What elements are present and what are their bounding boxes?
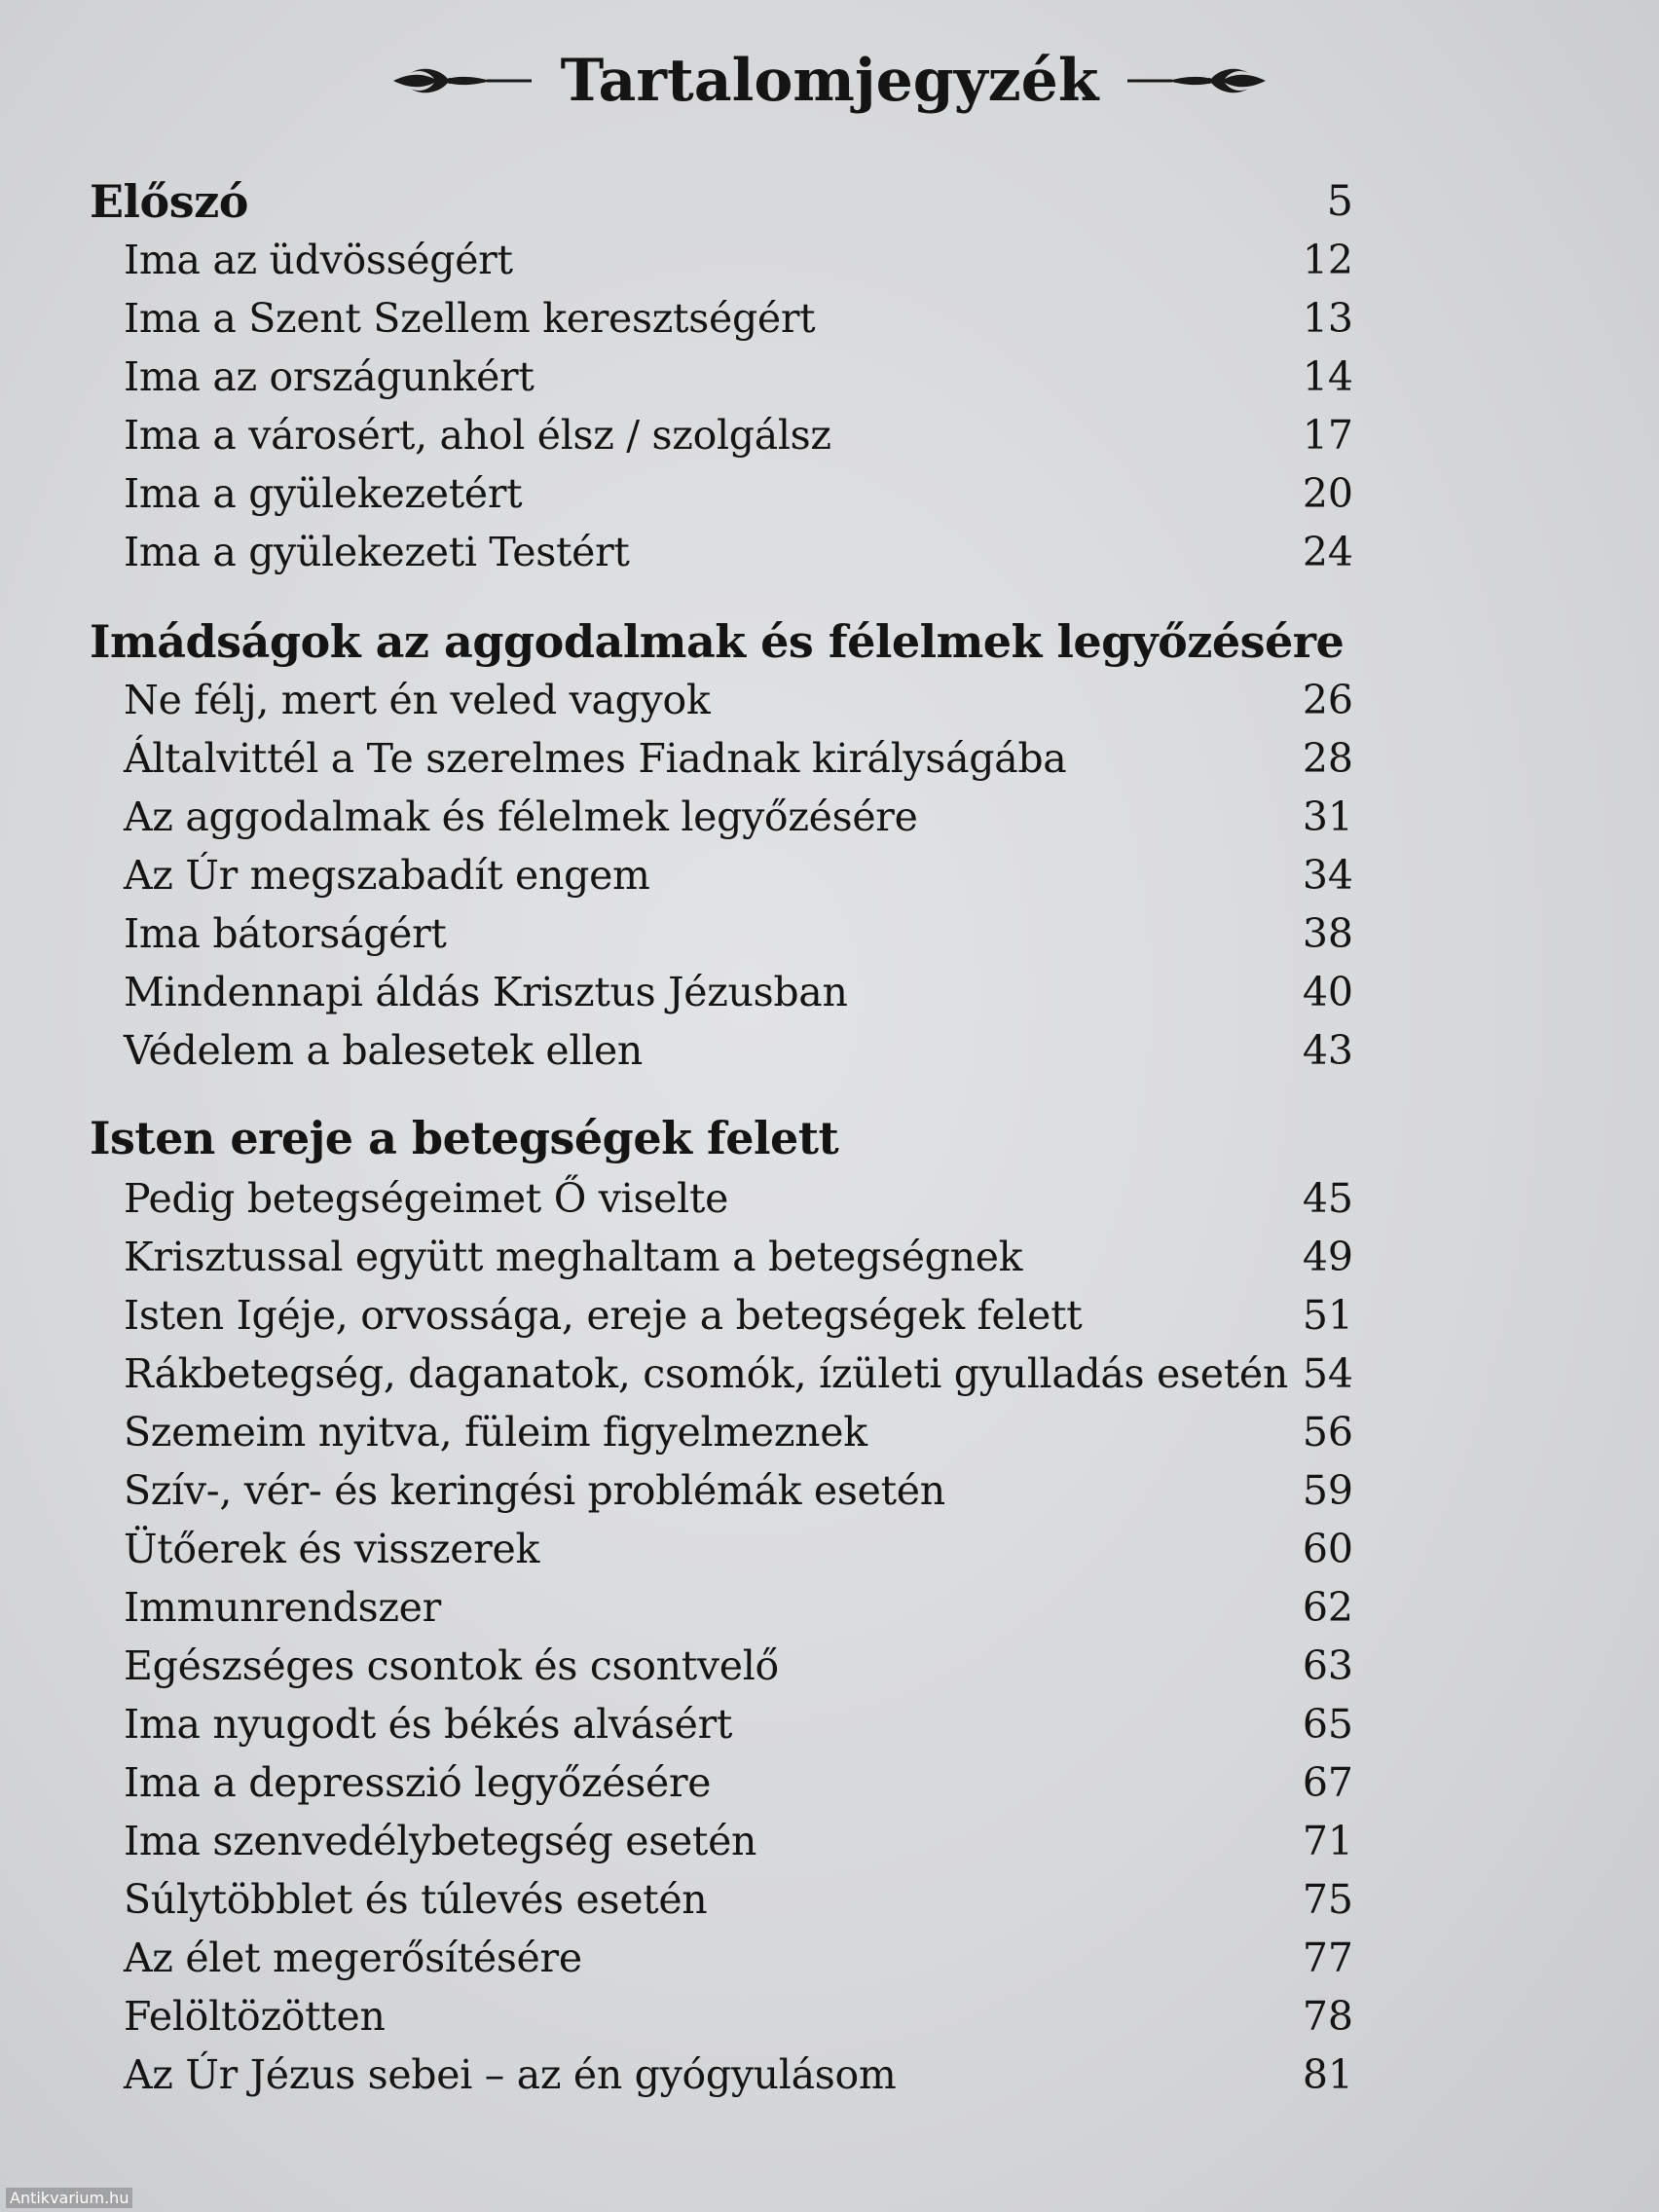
toc-page-number: 81 [1302,2051,1353,2098]
toc-page-number: 38 [1302,910,1353,957]
toc-entry: Felöltözötten [124,1993,386,2040]
toc-entry: Az Úr Jézus sebei – az én gyógyulásom [124,2051,897,2098]
toc-page-number: 14 [1302,353,1353,400]
toc-entry: Ima az országunkért [124,353,535,400]
toc-page-number: 56 [1302,1409,1353,1456]
toc-entry: Mindennapi áldás Krisztus Jézusban [124,969,848,1015]
section-heading: Imádságok az aggodalmak és félelmek legyőzésére [90,615,1345,668]
toc-page-number: 60 [1302,1526,1353,1572]
toc-page-number: 51 [1302,1292,1353,1339]
toc-entry: Ima a depresszió legyőzésére [124,1759,712,1806]
toc-entry: Immunrendszer [124,1584,441,1631]
toc-page-number: 34 [1302,852,1353,899]
toc-entry: Ne félj, mert én veled vagyok [124,677,711,723]
title-row [0,37,1659,125]
right-flourish-icon [1124,61,1270,100]
toc-page-number: 43 [1302,1027,1353,1074]
toc-page-number: 12 [1302,237,1353,283]
page-title: Tartalomjegyzék [560,47,1099,115]
toc-entry: Ima a gyülekezetért [124,470,523,517]
toc-entry: Krisztussal együtt meghaltam a betegségnek [124,1234,1023,1280]
section-heading: Isten ereje a betegségek felett [90,1112,839,1164]
toc-page-number: 65 [1302,1701,1353,1748]
toc-entry: Ima szenvedélybetegség esetén [124,1818,757,1864]
toc-entry: Ima a gyülekezeti Testért [124,529,630,575]
toc-page-number: 63 [1302,1642,1353,1689]
toc-page-number: 78 [1302,1993,1353,2040]
left-flourish-icon [389,61,535,100]
toc-page-number: 20 [1302,470,1353,517]
toc-page-number: 49 [1302,1234,1353,1280]
toc-entry: Ima az üdvösségért [124,237,513,283]
toc-entry: Általvittél a Te szerelmes Fiadnak királyságába [124,735,1067,782]
toc-entry: Az Úr megszabadít engem [124,852,650,899]
toc-entry: Az élet megerősítésére [124,1935,582,1981]
toc-page-number: 71 [1302,1818,1353,1864]
watermark: Antikvarium.hu [6,2188,132,2208]
toc-entry: Az aggodalmak és félelmek legyőzésére [124,793,918,840]
toc-entry: Védelem a balesetek ellen [124,1027,644,1074]
toc-entry: Szemeim nyitva, füleim figyelmeznek [124,1409,867,1456]
toc-entry: Egészséges csontok és csontvelő [124,1642,779,1689]
toc-page-number: 40 [1302,969,1353,1015]
toc-page-number: 26 [1302,677,1353,723]
toc-page-number: 31 [1302,793,1353,840]
toc-entry: Rákbetegség, daganatok, csomók, ízületi gyulladás esetén [124,1350,1288,1397]
toc-page-number: 75 [1302,1876,1353,1923]
toc-page-number: 28 [1302,735,1353,782]
toc-entry: Ütőerek és visszerek [124,1526,539,1572]
toc-page-number: 24 [1302,529,1353,575]
toc-page-number: 17 [1302,412,1353,459]
toc-entry: Ima a Szent Szellem keresztségért [124,295,816,342]
toc-page-number: 45 [1302,1175,1353,1222]
section-heading: Előszó [90,175,248,228]
toc-entry: Isten Igéje, orvossága, ereje a betegségek felett [124,1292,1083,1339]
toc-page-number: 67 [1302,1759,1353,1806]
toc-entry: Ima a városért, ahol élsz / szolgálsz [124,412,831,459]
toc-entry: Pedig betegségeimet Ő viselte [124,1175,729,1222]
toc-page-number: 13 [1302,295,1353,342]
toc-entry: Ima bátorságért [124,910,447,957]
toc-entry: Szív-, vér- és keringési problémák esetén [124,1467,945,1514]
toc-page-number: 59 [1302,1467,1353,1514]
toc-page-number: 62 [1302,1584,1353,1631]
toc-page-number: 54 [1302,1350,1353,1397]
section-page-number: 5 [1326,177,1353,226]
toc-entry: Súlytöbblet és túlevés esetén [124,1876,708,1923]
toc-entry: Ima nyugodt és békés alvásért [124,1701,733,1748]
toc-page-number: 77 [1302,1935,1353,1981]
